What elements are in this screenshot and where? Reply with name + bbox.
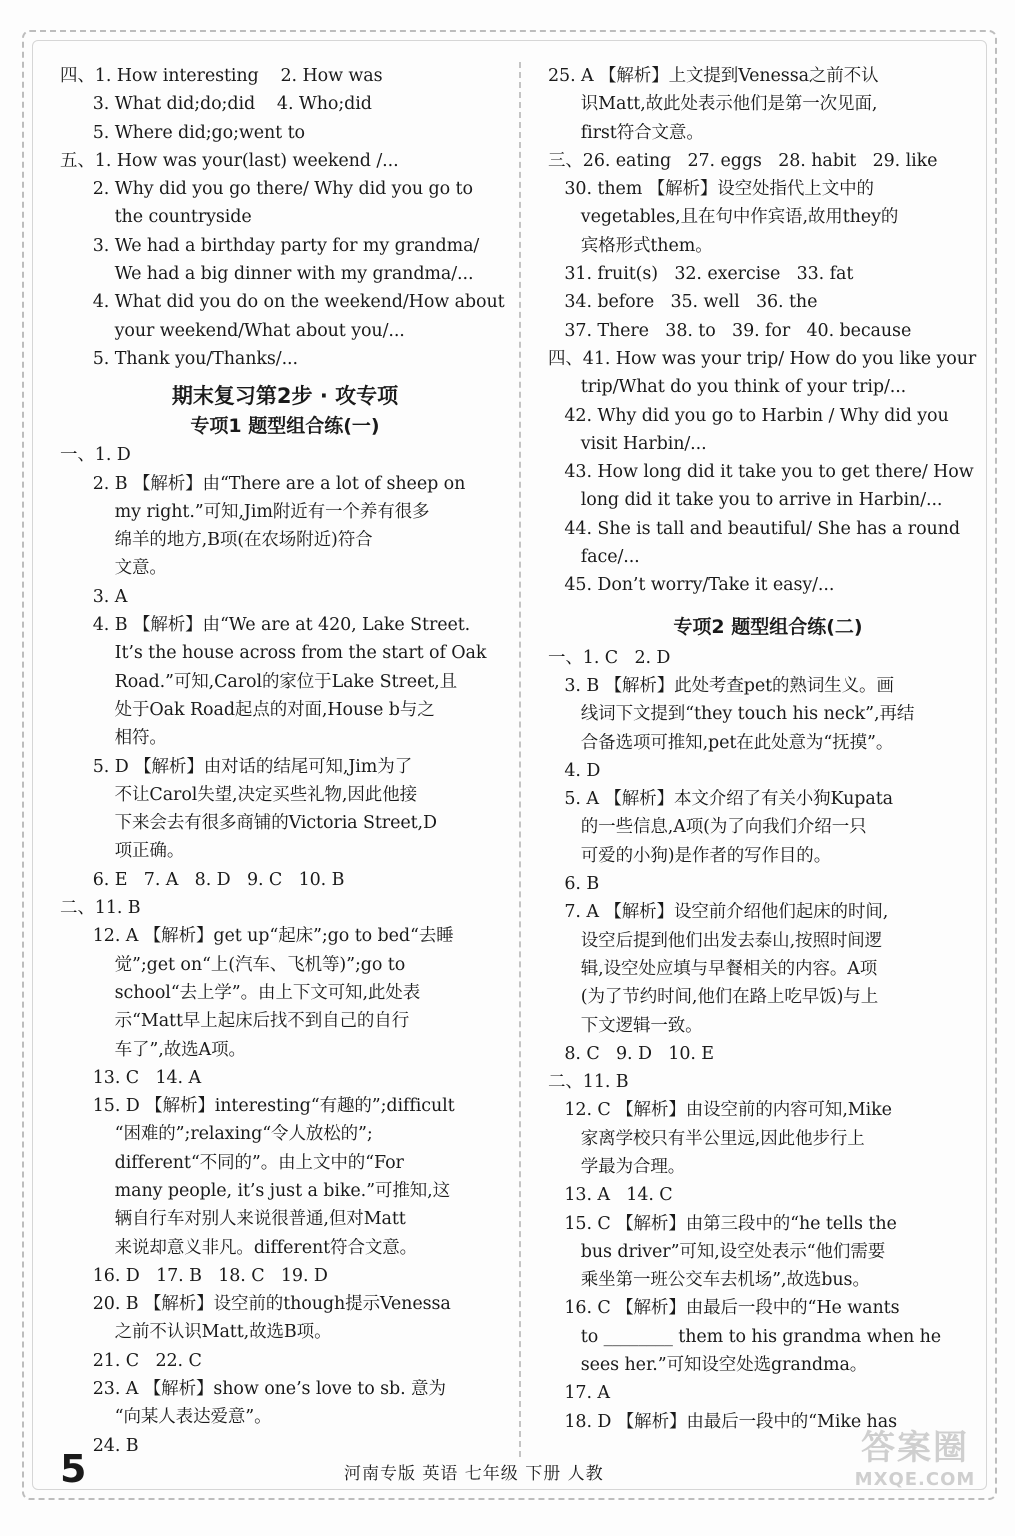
answer-line: 5. A 【解析】本文介绍了有关小狗Kupata (548, 789, 894, 810)
answer-line: many people, it’s just a bike.”可推知,这 (60, 1180, 450, 1201)
answer-line: bus driver”可知,设空处表示“他们需要 (548, 1241, 886, 1262)
answer-line: “困难的”;relaxing“令人放松的”; (60, 1124, 373, 1145)
answer-line: 觉”;get on“上(汽车、飞机等)”;go to (60, 954, 406, 975)
left-answers-part2 (60, 441, 510, 1460)
answer-line: 识Matt,故此处表示他们是第一次见面, (548, 94, 878, 115)
answer-line: 来说却意义非凡。different符合文意。 (60, 1237, 418, 1258)
answer-line: 的一些信息,A项(为了向我们介绍一只 (548, 817, 867, 838)
answer-line: to ________ them to his grandma when he (548, 1326, 942, 1347)
answer-line: 20. B 【解析】设空前的though提示Venessa (60, 1294, 451, 1315)
answer-line: Road.”可知,Carol的家位于Lake Street,且 (60, 671, 458, 692)
answer-line: 23. A 【解析】show one’s love to sb. 意为 (60, 1379, 446, 1400)
answer-line: 处于Oak Road起点的对面,House b与之 (60, 699, 435, 720)
answer-line: 3. What did;do;did 4. Who;did (60, 94, 372, 115)
answer-line: 项正确。 (60, 841, 185, 862)
answer-line: 21. C 22. C (60, 1350, 202, 1371)
answer-line: vegetables,且在句中作宾语,故用they的 (548, 207, 899, 228)
answer-line: 车了”,故选A项。 (60, 1039, 246, 1060)
footer-text: 河南专版 英语 七年级 下册 人教 (344, 1464, 604, 1484)
answer-line: 16. D 17. B 18. C 19. D (60, 1265, 328, 1286)
watermark-logo (830, 1420, 1000, 1520)
answer-line: first符合文意。 (548, 122, 704, 143)
answer-line: 12. A 【解析】get up“起床”;go to bed“去睡 (60, 926, 454, 947)
answer-line: 45. Don’t worry/Take it easy/... (548, 575, 835, 596)
answer-line: 二、11. B (548, 1072, 629, 1093)
answer-line: trip/What do you think of your trip/... (548, 377, 907, 398)
answer-line: 15. C 【解析】由第三段中的“he tells the (548, 1213, 897, 1234)
answer-line: my right.”可知,Jim附近有一个养有很多 (60, 501, 430, 522)
answer-line: 线词下文提到“they touch his neck”,再结 (548, 704, 915, 725)
answer-line: long did it take you to arrive in Harbin/... (548, 490, 943, 511)
answer-line: 下来会去有很多商铺的Victoria Street,D (60, 813, 437, 834)
watermark-line2: MXQE.COM (854, 1469, 976, 1490)
answer-line: 乘坐第一班公交车去机场”,故选bus。 (548, 1270, 870, 1291)
answer-line: 可爱的小狗)是作者的写作目的。 (548, 845, 832, 866)
answer-line: visit Harbin/... (548, 433, 707, 454)
answer-line: 二、11. B (60, 898, 141, 919)
answer-line: 5. Thank you/Thanks/... (60, 348, 298, 369)
left-answers-part1 (60, 62, 510, 373)
answer-line: 44. She is tall and beautiful/ She has a round (548, 518, 960, 539)
answer-line: 13. A 14. C (548, 1185, 673, 1206)
watermark-line1: 答案圈 (861, 1428, 969, 1468)
answer-line: 6. B (548, 874, 600, 895)
answer-line: 之前不认识Matt,故选B项。 (60, 1322, 332, 1343)
answer-line: It’s the house across from the start of Oak (60, 643, 487, 664)
answer-line: 家离学校只有半公里远,因此他步行上 (548, 1128, 865, 1149)
subsection1-title: 专项1 题型组合练(一) (190, 415, 380, 438)
right-answers-part1 (548, 62, 988, 600)
answer-line: 3. A (60, 586, 128, 607)
answer-line: your weekend/What about you/... (60, 320, 405, 341)
answer-line: 4. D (548, 760, 601, 781)
answer-line: 宾格形式them。 (548, 235, 713, 256)
answer-line: 不让Carol失望,决定买些礼物,因此他接 (60, 784, 417, 805)
answer-line: 31. fruit(s) 32. exercise 33. fat (548, 264, 854, 285)
left-column (60, 62, 510, 1460)
answer-line: 8. C 9. D 10. E (548, 1043, 714, 1064)
answer-line: 24. B (60, 1435, 139, 1456)
answer-line: 四、1. How interesting 2. How was (60, 66, 383, 86)
answer-line: 13. C 14. A (60, 1067, 201, 1088)
answer-line: 15. D 【解析】interesting“有趣的”;difficult (60, 1096, 455, 1117)
right-column (548, 62, 988, 1436)
page-number: 5 (60, 1447, 87, 1491)
answer-line: the countryside (60, 207, 252, 228)
answer-line: 下文逻辑一致。 (548, 1015, 703, 1036)
answer-line: 2. Why did you go there/ Why did you go to (60, 179, 473, 200)
answer-line: “向某人表达爱意”。 (60, 1407, 272, 1428)
answer-line: 37. There 38. to 39. for 40. because (548, 320, 912, 341)
answer-line: 16. C 【解析】由最后一段中的“He wants (548, 1298, 900, 1319)
answer-line: 一、1. C 2. D (548, 647, 671, 668)
answer-line: (为了节约时间,他们在路上吃早饭)与上 (548, 987, 879, 1008)
answer-line: 4. B 【解析】由“We are at 420, Lake Street. (60, 615, 471, 636)
answer-line: 学最为合理。 (548, 1156, 686, 1177)
right-answers-part2 (548, 644, 988, 1436)
answer-line: 绵羊的地方,B项(在农场附近)符合 (60, 530, 373, 551)
answer-line: 2. B 【解析】由“There are a lot of sheep on (60, 473, 466, 494)
answer-line: 18. D 【解析】由最后一段中的“Mike has (548, 1411, 897, 1432)
answer-line: 43. How long did it take you to get there/ How (548, 462, 974, 483)
answer-line: 5. D 【解析】由对话的结尾可知,Jim为了 (60, 756, 413, 777)
answer-line: 4. What did you do on the weekend/How about (60, 292, 505, 313)
answer-line: face/... (548, 547, 640, 568)
answer-line: 三、26. eating 27. eggs 28. habit 29. like (548, 150, 938, 171)
answer-line: 30. them 【解析】设空处指代上文中的 (548, 179, 874, 200)
answer-line: 示“Matt早上起床后找不到自己的自行 (60, 1011, 410, 1032)
answer-line: 合备选项可推知,pet在此处意为“抚摸”。 (548, 732, 894, 753)
answer-line: 辑,设空处应填与早餐相关的内容。A项 (548, 958, 878, 979)
answer-line: 相符。 (60, 728, 167, 749)
answer-line: 12. C 【解析】由设空前的内容可知,Mike (548, 1100, 892, 1121)
answer-line: sees her.”可知设空处选grandma。 (548, 1355, 868, 1376)
answer-line: 17. A (548, 1383, 610, 1404)
answer-line: 42. Why did you go to Harbin / Why did you (548, 405, 949, 426)
page-footer (60, 1447, 960, 1495)
answer-line: 5. Where did;go;went to (60, 122, 305, 143)
answer-line: 设空后提到他们出发去泰山,按照时间逻 (548, 930, 883, 951)
answer-line: 一、1. D (60, 445, 131, 466)
answer-line: 3. B 【解析】此处考查pet的熟词生义。画 (548, 675, 894, 696)
answer-line: 五、1. How was your(last) weekend /... (60, 150, 399, 171)
answer-line: 7. A 【解析】设空前介绍他们起床的时间, (548, 902, 889, 923)
answer-line: 辆自行车对别人来说很普通,但对Matt (60, 1209, 406, 1230)
answer-line: 文意。 (60, 558, 167, 579)
subsection2-title: 专项2 题型组合练(二) (673, 615, 863, 638)
answer-line: school“去上学”。由上下文可知,此处表 (60, 982, 421, 1003)
answer-line: 34. before 35. well 36. the (548, 292, 818, 313)
answer-line: different“不同的”。由上文中的“For (60, 1152, 404, 1173)
answer-line: 25. A 【解析】上文提到Venessa之前不认 (548, 66, 879, 86)
answer-line: We had a big dinner with my grandma/... (60, 264, 474, 285)
answer-line: 6. E 7. A 8. D 9. C 10. B (60, 869, 345, 890)
column-divider (519, 62, 521, 1457)
answer-line: 四、41. How was your trip/ How do you like your (548, 348, 977, 369)
answer-line: 3. We had a birthday party for my grandma/ (60, 235, 480, 256)
section-title: 期末复习第2步 · 攻专项 (171, 384, 399, 409)
